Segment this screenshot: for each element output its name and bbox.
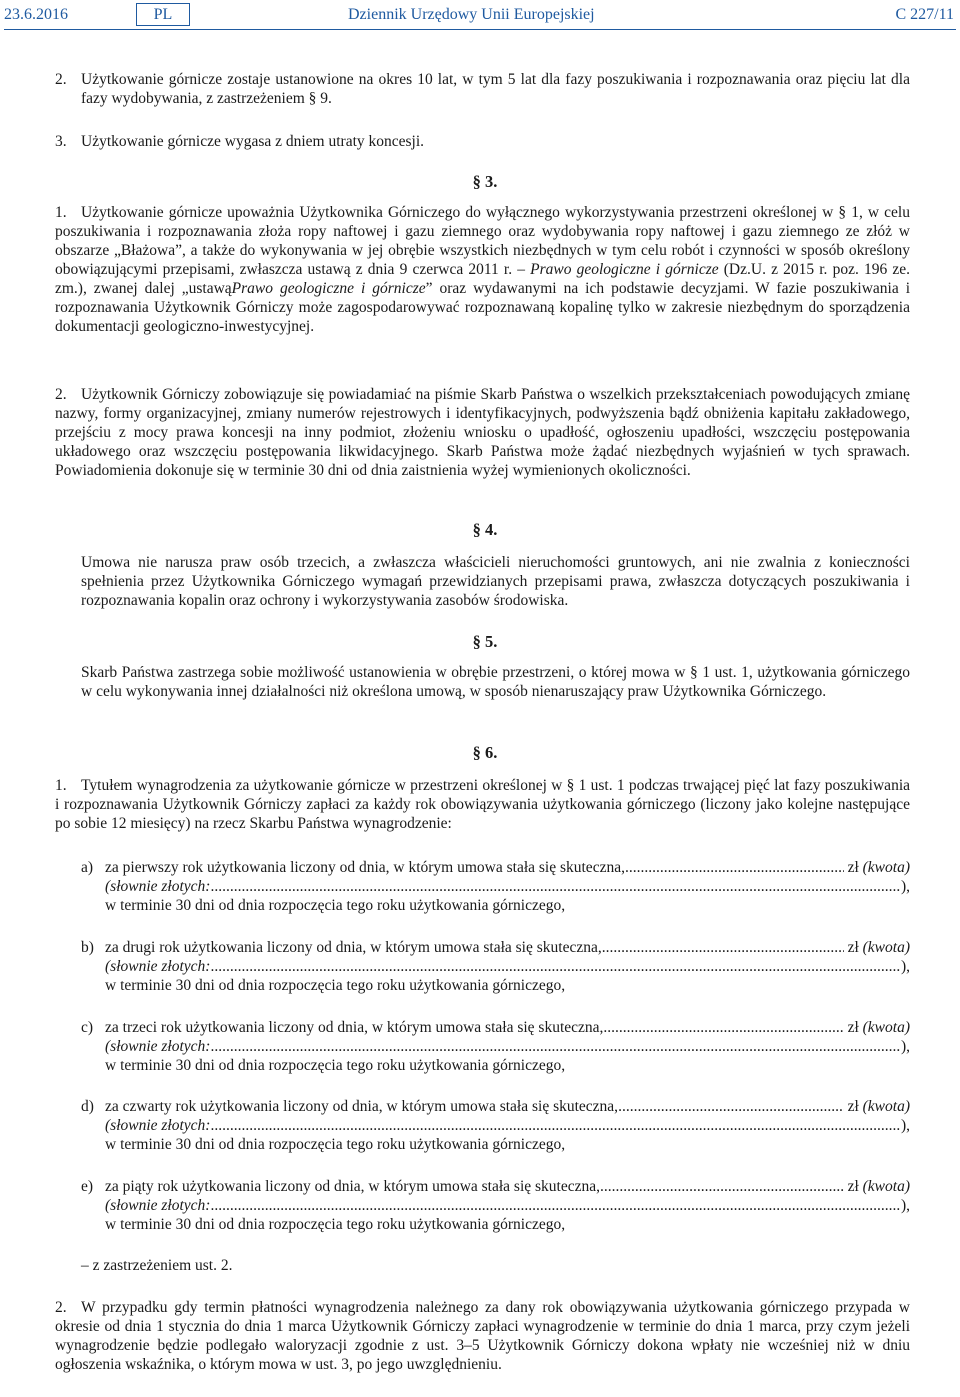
payment-deadline: w terminie 30 dni od dnia rozpoczęcia tego roku użytkowania górniczego,	[105, 1057, 566, 1074]
paragraph-number: 1.	[55, 777, 67, 794]
words-label: (słownie złotych:	[105, 958, 211, 975]
payment-item	[105, 1097, 910, 1154]
paragraph-text: Skarb Państwa zastrzega sobie możliwość ustanowienia w obrębie przestrzeni, o której mowa w § 1 ust. 1, użytkowania górniczego w celu wykonywania innej działalności niż określona umową, w sposób nienaruszający praw Użytkownika Górniczego.	[81, 664, 910, 700]
journal-title: Dziennik Urzędowy Unii Europejskiej	[348, 6, 595, 23]
section-heading: § 3.	[472, 172, 498, 191]
amount-unit: zł (kwota)	[847, 1019, 910, 1036]
payment-item	[105, 858, 910, 915]
paragraph-text: W przypadku gdy termin płatności wynagrodzenia należnego za dany rok obowiązywania użytkowania górniczego przypada w okresie od dnia 1 stycznia do dnia 1 marca Użytkownik Górniczy zapłaci wynagrodzenie w terminie do dnia 1 marca, przy czym jeżeli wynagrodzenie będzie podlegało waloryzacji zgodnie z ust. 3–5 Użytkownik Górniczy dokona wpłaty nie wcześniej niż w dniu ogłoszenia wskaźnika, o którym mowa w ust. 3, po jego uwzględnieniu.	[55, 1299, 910, 1373]
words-blank[interactable]	[210, 1116, 900, 1135]
page-header	[0, 3, 960, 31]
amount-unit: zł (kwota)	[847, 939, 910, 956]
words-label: (słownie złotych:	[105, 1038, 211, 1055]
words-label: (słownie złotych:	[105, 878, 211, 895]
payment-item	[105, 1018, 910, 1075]
payment-item-text: za trzeci rok użytkowania liczony od dnia, w którym umowa stała się skuteczna,	[105, 1019, 604, 1036]
payment-deadline: w terminie 30 dni od dnia rozpoczęcia tego roku użytkowania górniczego,	[105, 977, 566, 994]
amount-blank[interactable]	[625, 858, 844, 877]
payment-deadline: w terminie 30 dni od dnia rozpoczęcia tego roku użytkowania górniczego,	[105, 1136, 566, 1153]
words-blank[interactable]	[210, 1196, 900, 1215]
amount-blank[interactable]	[600, 1177, 844, 1196]
words-blank[interactable]	[210, 877, 900, 896]
list-item-label: e)	[81, 1178, 94, 1195]
reservation-note: – z zastrzeżeniem ust. 2.	[81, 1257, 233, 1274]
paragraph-number: 3.	[55, 133, 67, 150]
amount-blank[interactable]	[618, 1097, 844, 1116]
paragraph-text: Tytułem wynagrodzenia za użytkowanie górnicze w przestrzeni określonej w § 1 ust. 1 podczas trwającej pięć lat fazy poszukiwania i rozpoznawania Użytkownik Górniczy zapłaci za każdy rok obowiązywania użytkowania górniczego (liczony jako kolejne następujące po sobie 12 miesięcy) na rzecz Skarbu Państwa wynagrodzenie:	[55, 777, 910, 832]
amount-unit: zł (kwota)	[847, 1178, 910, 1195]
list-item-label: b)	[81, 939, 94, 956]
paragraph-text: Użytkownik Górniczy zobowiązuje się powiadamiać na piśmie Skarb Państwa o wszelkich przekształceniach powodujących zmianę nazwy, formy organizacyjnej, zmiany numerów rejestrowych i identyfikacyjnych, podwyższenia bądź obniżenia kapitału zakładowego, przejściu z mocy prawa koncesji na inny podmiot, złożeniu wniosku o upadłość, ogłoszeniu upadłości, wszczęciu postępowania układowego oraz wszczęciu postępowania likwidacyjnego. Skarb Państwa może żądać niezbędnych wyjaśnień w tych sprawach. Powiadomienia dokonuje się w terminie 30 dni od dnia zaistnienia wyżej wymienionych okoliczności.	[55, 386, 910, 479]
payment-item	[105, 1177, 910, 1234]
words-label: (słownie złotych:	[105, 1117, 211, 1134]
list-item-label: c)	[81, 1019, 94, 1036]
words-label: (słownie złotych:	[105, 1197, 211, 1214]
publication-date: 23.6.2016	[4, 6, 68, 23]
amount-blank[interactable]	[603, 1018, 843, 1037]
paragraph-text: Umowa nie narusza praw osób trzecich, a zwłaszcza właścicieli nieruchomości gruntowych, ani nie zwalnia z konieczności spełnienia przez Użytkownika Górniczego wymagań przewidzianych przepisami prawa, zwłaszcza dotyczących poszukiwania i rozpoznawania kopalin oraz ochrony i wykorzystywania zasobów środowiska.	[81, 554, 910, 609]
words-end: ),	[900, 1197, 910, 1214]
payment-item	[105, 938, 910, 995]
payment-deadline: w terminie 30 dni od dnia rozpoczęcia tego roku użytkowania górniczego,	[105, 1216, 566, 1233]
amount-blank[interactable]	[602, 938, 844, 957]
paragraph-number: 2.	[55, 1299, 67, 1316]
payment-item-text: za czwarty rok użytkowania liczony od dnia, w którym umowa stała się skuteczna,	[105, 1098, 619, 1115]
amount-unit: zł (kwota)	[847, 1098, 910, 1115]
payment-deadline: w terminie 30 dni od dnia rozpoczęcia tego roku użytkowania górniczego,	[105, 897, 566, 914]
paragraph-text: Użytkowanie górnicze upoważnia Użytkownika Górniczego do wyłącznego wykorzystywania przestrzeni określonej w § 1, w celu poszukiwania i rozpoznawania złoża ropy naftowej i gazu ziemnego oraz wydobywania ropy naftowej i gazu ziemnego ze złóż w obszarze „Błażowa”, a także do wykonywania w jej obrębie wszystkich niezbędnych w tym celu robót i czynności w sposób określony obowiązującymi przepisami, zwłaszcza ustawą z dnia 9 czerwca 2011 r. – Prawo geologiczne i górnicze (Dz.U. z 2015 r. poz. 196 ze. zm.), zwanej dalej „ustawąPrawo geologiczne i górnicze” oraz wydawanymi na ich podstawie decyzjami. W fazie poszukiwania i rozpoznawania Użytkownik Górniczy może zagospodarowywać rozpoznawaną kopalinę tylko w zakresie niezbędnym do sporządzenia dokumentacji geologiczno-inwestycyjnej.	[55, 204, 910, 335]
paragraph-number: 1.	[55, 204, 67, 221]
words-end: ),	[900, 878, 910, 895]
words-end: ),	[900, 1038, 910, 1055]
language-badge: PL	[136, 3, 190, 26]
paragraph-number: 2.	[55, 386, 67, 403]
list-item-label: d)	[81, 1098, 94, 1115]
italic-citation: Prawo geologiczne i górnicze	[530, 261, 719, 278]
paragraph-text: Użytkowanie górnicze zostaje ustanowione na okres 10 lat, w tym 5 lat dla fazy poszukiwania i rozpoznawania oraz pięciu lat dla fazy wydobywania, z zastrzeżeniem § 9.	[81, 71, 910, 107]
payment-item-text: za drugi rok użytkowania liczony od dnia, w którym umowa stała się skuteczna,	[105, 939, 602, 956]
italic-citation: Prawo geologiczne i górnicze	[231, 280, 426, 297]
words-blank[interactable]	[210, 957, 900, 976]
section-heading: § 4.	[472, 520, 498, 539]
paragraph-number: 2.	[55, 71, 67, 88]
paragraph-text: Użytkowanie górnicze wygasa z dniem utraty koncesji.	[81, 133, 425, 150]
payment-item-text: za pierwszy rok użytkowania liczony od dnia, w którym umowa stała się skuteczna,	[105, 859, 625, 876]
list-item-label: a)	[81, 859, 94, 876]
section-heading: § 6.	[472, 743, 498, 762]
words-end: ),	[900, 958, 910, 975]
amount-unit: zł (kwota)	[847, 859, 910, 876]
section-heading: § 5.	[472, 632, 498, 651]
payment-item-text: za piąty rok użytkowania liczony od dnia, w którym umowa stała się skuteczna,	[105, 1178, 600, 1195]
words-end: ),	[900, 1117, 910, 1134]
words-blank[interactable]	[210, 1037, 900, 1056]
journal-reference: C 227/11	[895, 6, 954, 23]
header-divider	[4, 29, 956, 30]
